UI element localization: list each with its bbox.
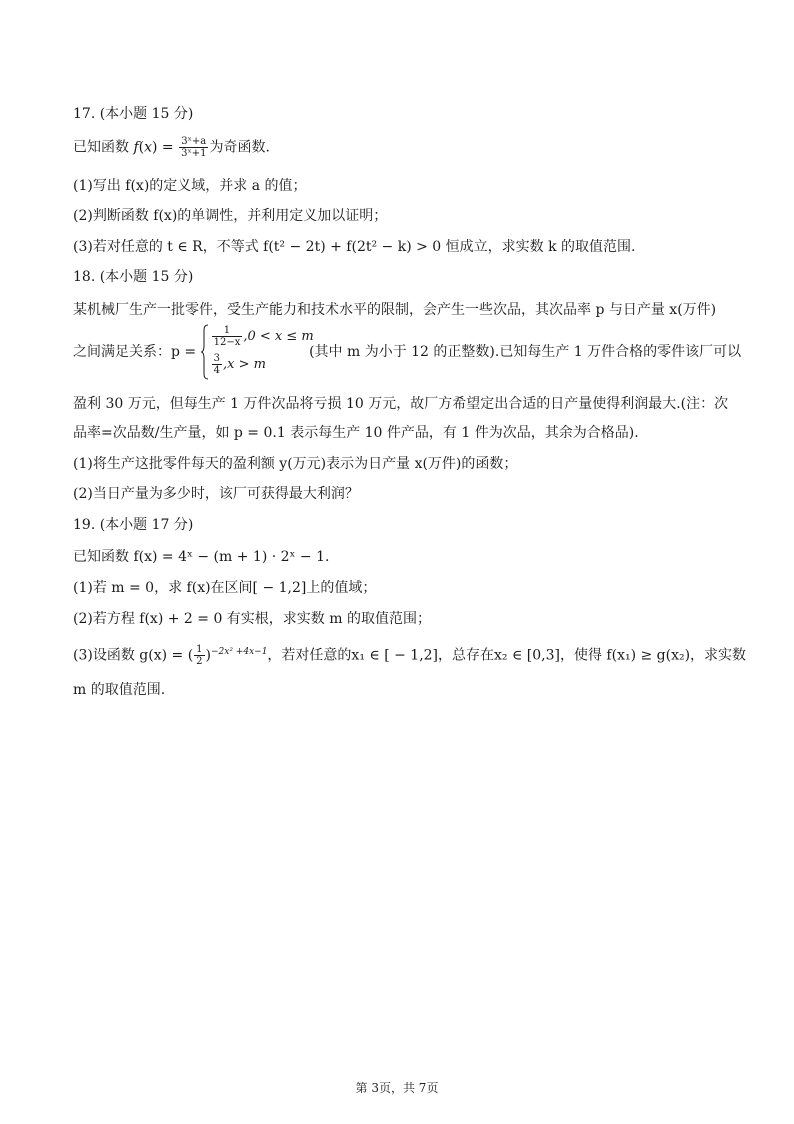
fraction-numerator: 3ˣ+a xyxy=(179,136,208,148)
problem-19-q2: (2)若方程 f(x) + 2 = 0 有实根，求实数 m 的取值范围； xyxy=(73,611,431,627)
problem-17-stem: 已知函数 f(x) = $\frac{\text{3ˣ+a}}{\text{3ˣ+1}}$ 为奇函数. xyxy=(73,136,270,159)
case1-denominator: 12−x xyxy=(213,337,241,348)
problem-18-line4: 品率=次品数/生产量，如 p = 0.1 表示每生产 10 件产品，有 1 件为次品，其余为合格品). xyxy=(73,425,639,441)
relation-suffix: (其中 m 为小于 12 的正整数).已知每生产 1 万件合格的零件该厂可以 xyxy=(309,344,742,360)
problem-19-q1: (1)若 m = 0，求 f(x)在区间[ − 1,2]上的值域； xyxy=(73,580,377,596)
problem-19-stem: 已知函数 f(x) = 4ˣ − (m + 1) · 2ˣ − 1. xyxy=(73,549,330,565)
half-numerator: 1 xyxy=(196,644,203,655)
problem-18-relation xyxy=(73,324,741,380)
fraction-denominator: 3ˣ+1 xyxy=(181,148,207,159)
problem-17-q1: (1)写出 f(x)的定义域，并求 a 的值； xyxy=(73,178,307,194)
problem-18-header: 18. (本小题 15 分) xyxy=(73,269,194,285)
problem-17-fraction xyxy=(179,136,208,159)
case2-numerator: 3 xyxy=(213,353,220,364)
problem-17-stem-suffix: 为奇函数. xyxy=(209,139,270,156)
piecewise-case-2 xyxy=(211,353,266,376)
case2-condition: ,x > m xyxy=(222,357,266,372)
problem-19-q3-line2: m 的取值范围. xyxy=(73,682,166,698)
problem-17-q2: (2)判断函数 f(x)的单调性，并利用定义加以证明； xyxy=(73,208,388,224)
piecewise-function xyxy=(201,324,314,380)
problem-18-line3: 盈利 30 万元，但每生产 1 万件次品将亏损 10 万元，故厂方希望定出合适的日产量使得利润最大.(注：次 xyxy=(73,396,729,412)
problem-17-q3: (3)若对任意的 t ∈ R，不等式 f(t² − 2t) + f(2t² − k) > 0 恒成立，求实数 k 的取值范围. xyxy=(73,239,636,255)
left-brace-icon xyxy=(201,324,209,380)
q3-suffix: ，若对任意的x₁ ∈ [ − 1,2]，总存在x₂ ∈ [0,3]，使得 f(x₁) ≥ g(x₂)，求实数 xyxy=(267,647,747,664)
case1-numerator: 1 xyxy=(212,325,243,337)
problem-19-header: 19. (本小题 17 分) xyxy=(73,517,194,533)
q3-prefix: (3)设函数 g(x) = ( xyxy=(73,647,194,664)
problem-19-q3: (3)设函数 g(x) = ( $\frac{1}{2}$ )$^{-2x^2 +4x-1}$，若对任意的x₁ ∈ [ − 1,2]，总存在x₂ ∈ [0,3]，使得 f(x₁) ≥ g(x₂)，求实数 xyxy=(73,644,747,667)
q3-exponent: −2x² +4x−1 xyxy=(211,646,268,657)
problem-17-header: 17. (本小题 15 分) xyxy=(73,106,194,122)
function-f-label: f xyxy=(133,139,139,156)
page-footer: 第 3页，共 7页 xyxy=(355,1081,439,1095)
problem-18-q1: (1)将生产这批零件每天的盈利额 y(万元)表示为日产量 x(万件)的函数； xyxy=(73,456,518,472)
problem-18-q2: (2)当日产量为多少时，该厂可获得最大利润？ xyxy=(73,486,359,502)
case1-condition: ,0 < x ≤ m xyxy=(243,329,314,344)
problem-17-stem-prefix: 已知函数 xyxy=(73,139,134,156)
case2-denominator: 4 xyxy=(213,365,220,376)
problem-18-line1: 某机械厂生产一批零件，受生产能力和技术水平的限制，会产生一些次品，其次品率 p 与日产量 x(万件) xyxy=(73,302,717,318)
piecewise-case-1 xyxy=(211,325,314,348)
one-half-fraction xyxy=(194,644,204,667)
relation-prefix: 之间满足关系：p = xyxy=(73,344,197,360)
half-denominator: 2 xyxy=(196,656,203,667)
